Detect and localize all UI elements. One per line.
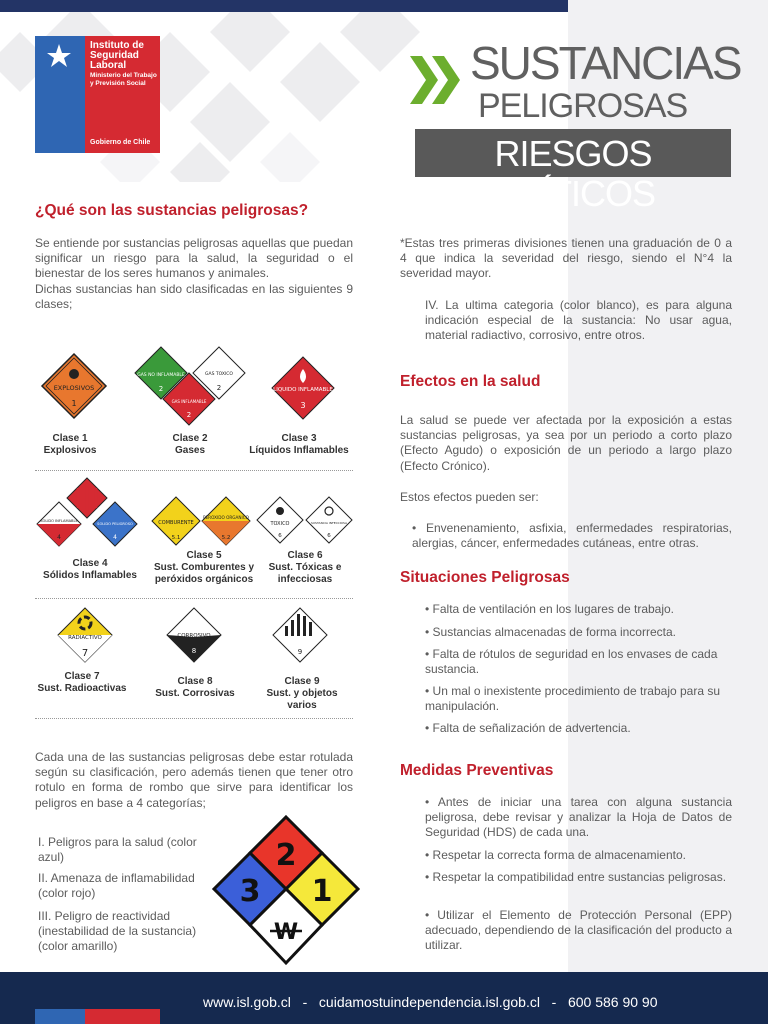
list-item: • Falta de rótulos de seguridad en los envases de cada sustancia.: [425, 647, 718, 677]
class5-oxidizer-signs: [150, 495, 254, 547]
class-title: Clase 8: [177, 676, 213, 687]
class-desc: Sust. Tóxicas e infecciosas: [268, 562, 342, 585]
effects-item: • Envenenamiento, asfixia, enfermedades respiratorias, alergias, cáncer, enfermedades cutáneas, entre otras.: [412, 521, 732, 551]
class-title: Clase 5: [186, 550, 222, 561]
sign-label: EXPLOSIVOS: [53, 384, 95, 392]
isl-logo: [35, 36, 160, 153]
title-peligrosas: PELIGROSAS: [478, 87, 688, 125]
sign-number: 9: [297, 648, 303, 656]
logo-title: Instituto de Seguridad Laboral: [90, 40, 144, 71]
class-title: Clase 6: [287, 550, 323, 561]
sign-label: RADIACTIVO: [68, 635, 102, 641]
footer-flag-blue: [35, 1009, 85, 1024]
class1-explosive-sign: [40, 352, 108, 420]
category-1: I. Peligros para la salud (color azul): [38, 835, 197, 865]
chevron-icon: [408, 52, 466, 108]
sign-label: COMBURENTE: [158, 520, 194, 526]
sign-label: SOLIDO PELIGROSO: [97, 522, 133, 526]
class3-flammable-liquid-sign: [270, 355, 336, 421]
sign-number: 5.2: [221, 535, 231, 541]
logo-ministry: Ministerio del Trabajo y Previsión Social: [90, 72, 157, 87]
class-desc: Sust. Corrosivas: [155, 688, 235, 699]
class-desc: Sólidos Inflamables: [43, 570, 137, 581]
sign-label: LIQUIDO INFLAMABLE: [273, 387, 333, 393]
sign-number: 5.1: [171, 535, 181, 541]
class-caption: [40, 558, 140, 582]
intro-paragraph-2: Dichas sustancias han sido clasificadas en las siguientes 9 clases;: [35, 282, 353, 312]
class-caption: [247, 433, 351, 457]
sign-number: 2: [216, 384, 222, 392]
sign-number: 3: [300, 401, 306, 410]
severity-note: *Estas tres primeras divisiones tienen una graduación de 0 a 4 que indica la severidad del riesgo, siendo el N°4 la severidad mayor.: [400, 236, 732, 281]
list-item: • Falta de señalización de advertencia.: [425, 721, 631, 735]
dotted-divider: [35, 470, 353, 471]
list-item: • Respetar la compatibilidad entre sustancias peligrosas.: [425, 870, 727, 884]
sign-label: SOLIDO INFLAMABLE: [40, 519, 78, 523]
sign-number: 7: [81, 648, 89, 659]
sign-number: 6: [278, 533, 282, 539]
section-heading-situaciones: Situaciones Peligrosas: [400, 569, 570, 586]
class-caption: [35, 433, 105, 457]
top-bar: [0, 0, 568, 12]
class-title: Clase 3: [281, 433, 317, 444]
section-heading-medidas: Medidas Preventivas: [400, 762, 554, 779]
category-4-note: IV. La ultima categoria (color blanco), es para alguna indicación especial de la sustancia: No usar agua, material radiactivo, corrosivo, entre otros.: [425, 298, 732, 343]
section-heading-que-son: ¿Qué son las sustancias peligrosas?: [35, 202, 309, 219]
title-sustancias: SUSTANCIAS: [470, 37, 741, 89]
class4-flammable-solid-signs: [35, 476, 140, 554]
category-3: III. Peligro de reactividad (inestabilidad de la sustancia) (color amarillo): [38, 909, 197, 954]
class-desc: Sust. y objetos varios: [266, 688, 338, 711]
sign-label: GAS INFLAMABLE: [171, 399, 207, 404]
category-2: II. Amenaza de inflamabilidad (color rojo): [38, 871, 195, 901]
footer-flag-red: [85, 1009, 160, 1024]
sign-label: SUSTANCIA INFECCIOSA: [310, 521, 348, 525]
nfpa-right-value: 1: [311, 874, 333, 909]
class-desc: Explosivos: [43, 445, 97, 456]
sign-label: PEROXIDO ORGANICO: [203, 515, 249, 520]
list-item: • Antes de iniciar una tarea con alguna sustancia peligrosa, debe revisar y analizar la Hoja de Datos de Seguridad (HDS) de cada una.: [425, 795, 732, 840]
class9-misc-sign: [271, 606, 329, 664]
dotted-divider: [35, 598, 353, 599]
class-desc: Sust. Comburentes y peróxidos orgánicos: [153, 562, 255, 585]
sign-label: GAS NO INFLAMABLE: [137, 373, 185, 378]
logo-government: Gobierno de Chile: [90, 139, 151, 146]
footer-contact-text: www.isl.gob.cl - cuidamostuindependencia.isl.gob.cl - 600 586 90 90: [203, 994, 658, 1010]
title-banner: [415, 129, 731, 214]
class-title: Clase 2: [172, 433, 208, 444]
sign-number: 6: [327, 533, 331, 539]
sign-label: CORROSIVO: [177, 633, 211, 639]
class-desc: Sust. Radioactivas: [37, 683, 127, 694]
sign-number: 8: [191, 647, 197, 655]
sign-number: 4: [113, 534, 117, 541]
class-title: Clase 7: [64, 671, 100, 682]
class-caption: [30, 671, 134, 695]
nfpa-special-value: W: [273, 920, 299, 945]
class-title: Clase 1: [52, 433, 88, 444]
footer: [0, 972, 768, 1024]
sign-number: 4: [57, 534, 61, 541]
class2-gases-signs: [131, 345, 251, 427]
class-desc: Gases: [174, 445, 206, 456]
sign-number: 2: [186, 411, 192, 419]
class-caption: [155, 433, 225, 457]
effects-paragraph: La salud se puede ver afectada por la exposición a estas sustancias peligrosas, ya sea por un periodo a corto plazo (Efecto Agudo) o exposición de un periodo a largo plazo (Efecto Crónico).: [400, 413, 732, 473]
class-title: Clase 9: [284, 676, 320, 687]
class-caption: [148, 676, 242, 700]
nfpa-diamond: [212, 815, 360, 967]
sign-number: 2: [158, 385, 164, 393]
sign-number: 1: [71, 399, 77, 408]
list-item: • Utilizar el Elemento de Protección Personal (EPP) adecuado, dependiendo de la clasificación del producto a utilizar.: [425, 908, 732, 953]
list-item: • Un mal o inexistente procedimiento de trabajo para su manipulación.: [425, 684, 721, 714]
dotted-divider: [35, 718, 353, 719]
class-caption: [264, 676, 340, 712]
sign-label: GAS TOXICO: [205, 372, 233, 377]
class6-toxic-signs: [255, 495, 355, 547]
class-desc: Líquidos Inflamables: [249, 445, 349, 456]
list-item: • Sustancias almacenadas de forma incorrecta.: [425, 625, 676, 639]
class-caption: [150, 550, 258, 586]
section-heading-efectos: Efectos en la salud: [400, 373, 541, 390]
class8-corrosive-sign: [165, 606, 223, 664]
effects-intro: Estos efectos pueden ser:: [400, 490, 539, 504]
class-title: Clase 4: [72, 558, 108, 569]
class7-radioactive-sign: [56, 606, 114, 664]
sign-label: TOXICO: [270, 521, 290, 527]
list-item: • Respetar la correcta forma de almacenamiento.: [425, 848, 686, 862]
nfpa-left-value: 3: [239, 874, 261, 909]
class-caption: [266, 550, 344, 586]
rotulo-paragraph: Cada una de las sustancias peligrosas debe estar rotulada según su clasificación, pero además tienen que tener otro rotulo en forma de rombo que sirve para identificar los peligros en base a 4 categorías;: [35, 750, 353, 810]
intro-paragraph: Se entiende por sustancias peligrosas aquellas que puedan significar un riesgo para la salud, la seguridad o el bienestar de los seres humanos y animales.: [35, 236, 353, 281]
coat-of-arms-icon: [41, 42, 77, 70]
nfpa-health-flammability-value: 2: [275, 838, 297, 873]
list-item: • Falta de ventilación en los lugares de trabajo.: [425, 602, 675, 616]
title-riesgos-criticos: RIESGOS CRÍTICOS: [490, 133, 655, 214]
